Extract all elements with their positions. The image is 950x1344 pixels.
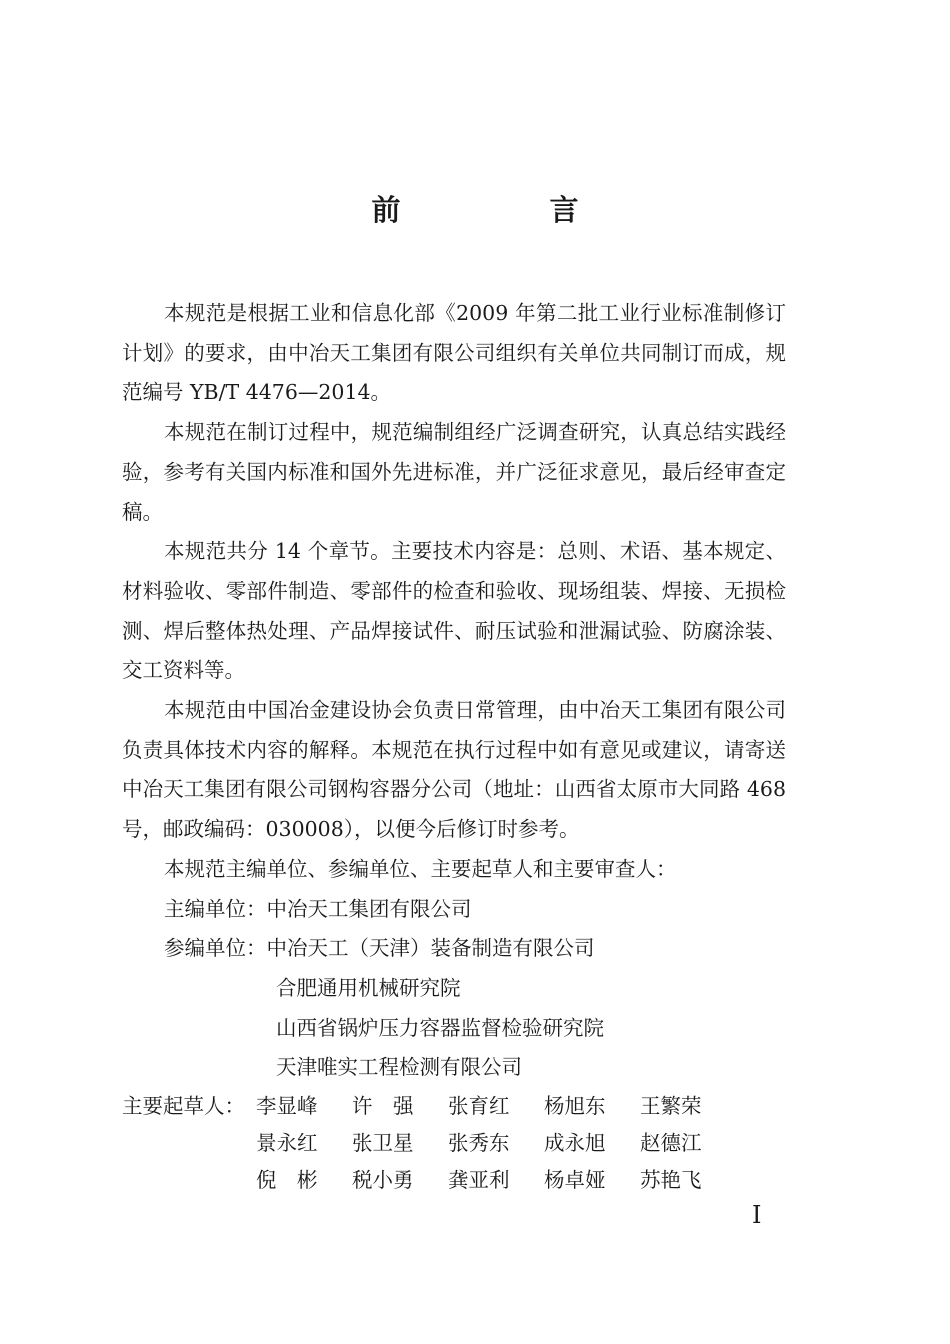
drafter-name: 张卫星 (352, 1130, 414, 1155)
drafters-label: 主要起草人： (122, 1093, 245, 1118)
paragraph: 本规范共分 14 个章节。主要技术内容是：总则、术语、基本规定、材料验收、零部件制造、零部件的检查和验收、现场组装、焊接、无损检测、焊后整体热处理、产品焊接试件、耐压试验和泄漏试验、防腐涂装、交工资料等。 (122, 539, 786, 683)
drafters-label-spacer (122, 1162, 256, 1199)
page-number: I (752, 1201, 762, 1229)
drafter-name: 成永旭 (544, 1130, 606, 1155)
chief-unit (122, 890, 786, 930)
drafter-name: 倪 彬 (256, 1167, 318, 1192)
drafter-name: 龚亚利 (448, 1167, 510, 1192)
drafters-label-spacer (122, 1125, 256, 1162)
roles-intro: 本规范主编单位、参编单位、主要起草人和主要审查人： (164, 856, 677, 881)
participating-unit-name: 山西省锅炉压力容器监督检验研究院 (276, 1015, 604, 1040)
chief-unit-label: 主编单位： (164, 896, 267, 921)
participating-unit-name: 天津唯实工程检测有限公司 (276, 1055, 522, 1080)
preface-body (122, 294, 786, 1199)
roles-section (122, 850, 786, 1088)
drafter-name: 张育红 (448, 1093, 510, 1118)
drafter-row (122, 1088, 786, 1125)
page-title: 前 言 (371, 193, 639, 227)
drafter-name: 张秀东 (448, 1130, 510, 1155)
participating-unit-first (122, 929, 786, 969)
drafter-row (122, 1162, 786, 1199)
drafter-name: 景永红 (256, 1130, 318, 1155)
chief-unit-name: 中冶天工集团有限公司 (266, 896, 472, 921)
drafter-name: 赵德江 (640, 1130, 702, 1155)
participating-unit-name: 合肥通用机械研究院 (276, 975, 461, 1000)
drafter-row (122, 1125, 786, 1162)
drafter-name: 许 强 (352, 1093, 414, 1118)
drafter-name: 王繁荣 (640, 1093, 702, 1118)
paragraph: 本规范由中国冶金建设协会负责日常管理，由中冶天工集团有限公司负责具体技术内容的解释。本规范在执行过程中如有意见或建议，请寄送中冶天工集团有限公司钢构容器分公司（地址：山西省太原市大同路 468 号，邮政编码：030008），以便今后修订时参考。 (122, 698, 786, 842)
participating-unit-name: 中冶天工（天津）装备制造有限公司 (266, 936, 595, 961)
drafter-name: 杨旭东 (544, 1093, 606, 1118)
participating-units-label: 参编单位： (164, 936, 267, 961)
paragraph: 本规范在制订过程中，规范编制组经广泛调查研究，认真总结实践经验，参考有关国内标准和国外先进标准，并广泛征求意见，最后经审查定稿。 (122, 420, 786, 524)
drafter-name: 税小勇 (352, 1167, 414, 1192)
drafter-name: 李显峰 (256, 1093, 318, 1118)
drafter-name: 苏艳飞 (640, 1167, 702, 1192)
drafter-name: 杨卓娅 (544, 1167, 606, 1192)
paragraph: 本规范是根据工业和信息化部《2009 年第二批工业行业标准制修订计划》的要求，由中冶天工集团有限公司组织有关单位共同制订而成，规范编号 YB/T 4476—2014。 (122, 301, 786, 405)
drafters-section (122, 1088, 786, 1199)
